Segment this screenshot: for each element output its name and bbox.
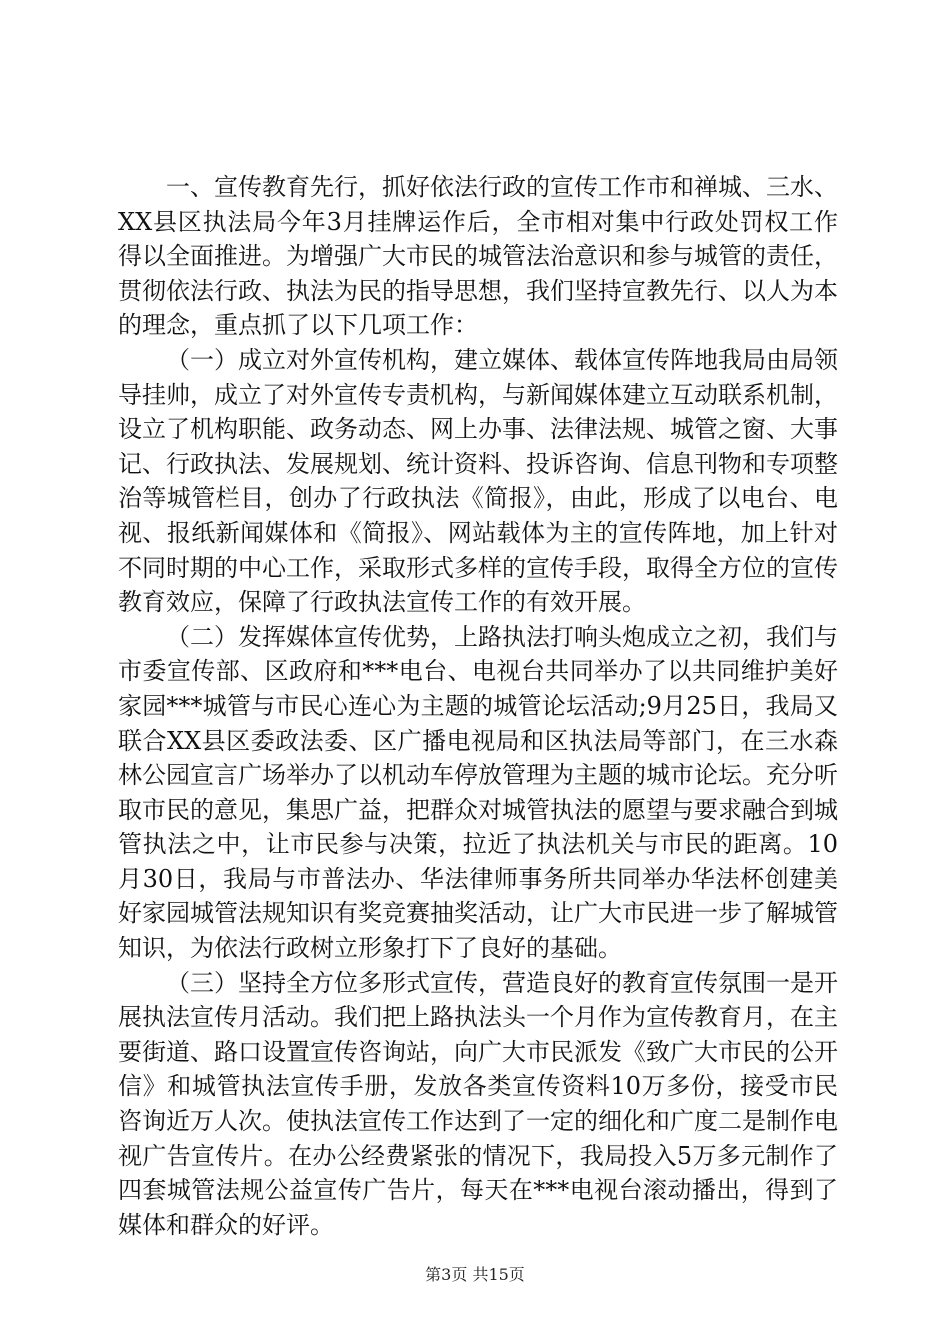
paragraph-section-1: （一）成立对外宣传机构，建立媒体、载体宣传阵地我局由局领导挂帅，成立了对外宣传专责机构，与新闻媒体建立互动联系机制，设立了机构职能、政务动态、网上办事、法律法规、城管之窗、大事记、行政执法、发展规划、统计资料、投诉咨询、信息刊物和专项整治等城管栏目，创办了行政执法《简报》，由此，形成了以电台、电视、报纸新闻媒体和《简报》、网站载体为主的宣传阵地，加上针对不同时期的中心工作，采取形式多样的宣传手段，取得全方位的宣传教育效应，保障了行政执法宣传工作的有效开展。 [118,345,838,617]
paragraph-section-2: （二）发挥媒体宣传优势，上路执法打响头炮成立之初，我们与市委宣传部、区政府和***电台、电视台共同举办了以共同维护美好家园***城管与市民心连心为主题的城管论坛活动;9月25日，我局又联合XX县区委政法委、区广播电视局和区执法局等部门，在三水森林公园宣言广场举办了以机动车停放管理为主题的城市论坛。充分听取市民的意见，集思广益，把群众对城管执法的愿望与要求融合到城管执法之中，让市民参与决策，拉近了执法机关与市民的距离。10月30日，我局与市普法办、华法律师事务所共同举办华法杯创建美好家园城管法规知识有奖竞赛抽奖活动，让广大市民进一步了解城管知识，为依法行政树立形象打下了良好的基础。 [118,622,838,963]
paragraph-section-3: （三）坚持全方位多形式宣传，营造良好的教育宣传氛围一是开展执法宣传月活动。我们把上路执法头一个月作为宣传教育月，在主要街道、路口设置宣传咨询站，向广大市民派发《致广大市民的公开信》和城管执法宣传手册，发放各类宣传资料10万多份，接受市民咨询近万人次。使执法宣传工作达到了一定的细化和广度二是制作电视广告宣传片。在办公经费紧张的情况下，我局投入5万多元制作了四套城管法规公益宣传广告片，每天在***电视台滚动播出，得到了媒体和群众的好评。 [118,968,838,1239]
page-number-footer: 第3页 共15页 [425,1265,525,1284]
body-text [118,170,838,1242]
paragraph-intro: 一、宣传教育先行，抓好依法行政的宣传工作市和禅城、三水、XX县区执法局今年3月挂牌运作后，全市相对集中行政处罚权工作得以全面推进。为增强广大市民的城管法治意识和参与城管的责任，贯彻依法行政、执法为民的指导思想，我们坚持宣教先行、以人为本的理念，重点抓了以下几项工作： [118,173,838,340]
